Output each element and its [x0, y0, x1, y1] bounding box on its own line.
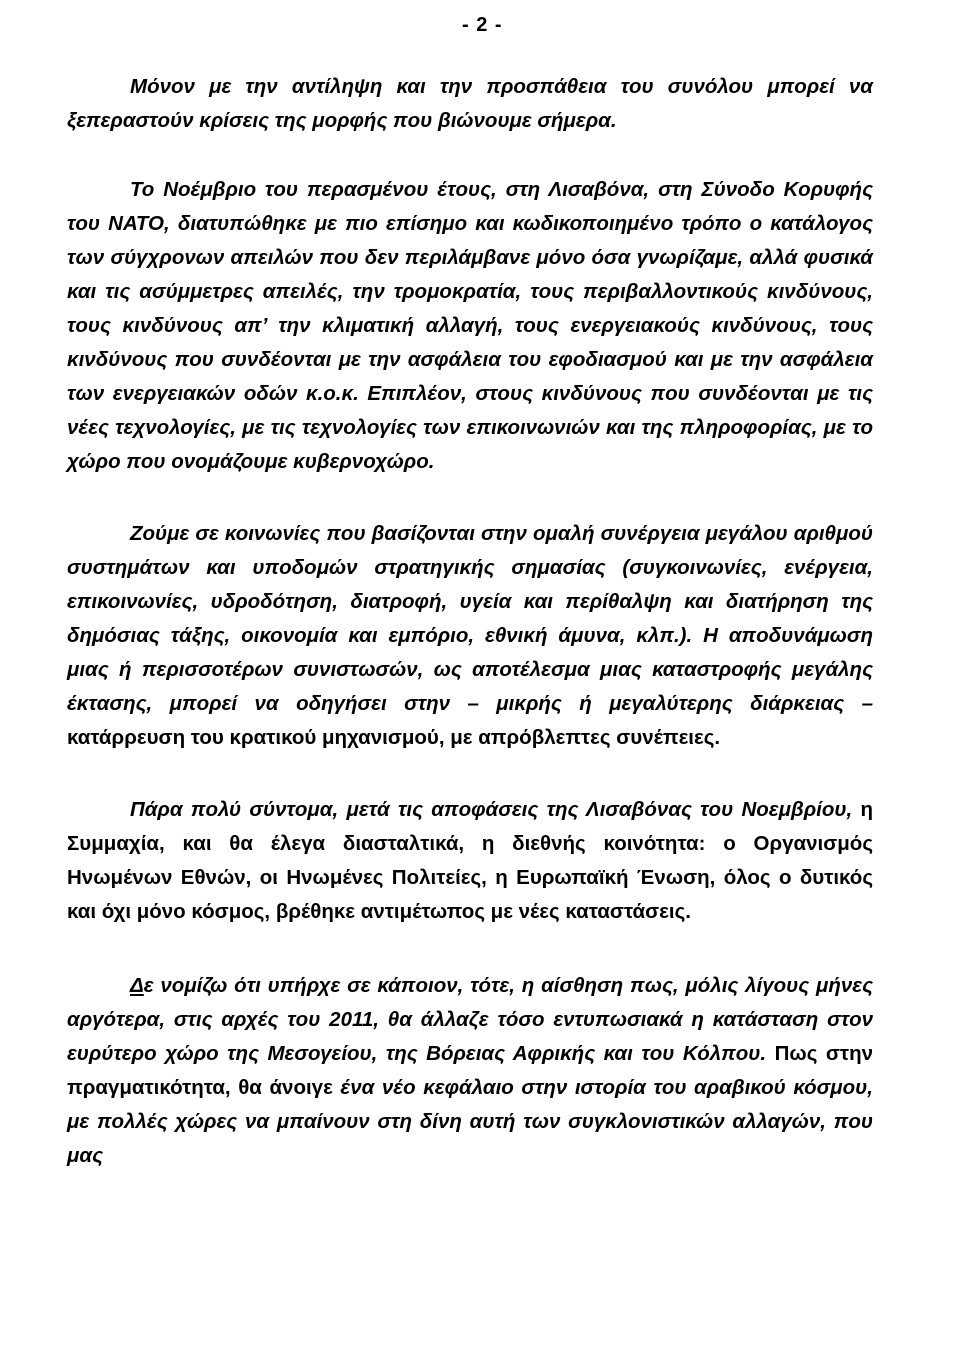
paragraph-5-italic-text: ε νομίζω ότι υπήρχε σε κάποιον, τότε, η αίσθηση πως, μόλις λίγους μήνες αργότερα, στις αρχές του 2011, θα άλλαζε τόσο εντυπωσιακά η κατάσταση στον ευρύτερο χώρο της Μεσογείου, της Βόρειας Αφρικής και του Κόλπου.	[67, 974, 873, 1065]
page-number: - 2 -	[462, 14, 503, 36]
paragraph-3-normal-text: κατάρρευση του κρατικού μηχανισμού, με απρόβλεπτες συνέπειες.	[67, 726, 721, 749]
document-body	[67, 70, 873, 1173]
paragraph-2-text: Το Νοέμβριο του περασμένου έτους, στη Λισαβόνα, στη Σύνοδο Κορυφής του ΝΑΤΟ, διατυπώθηκε με πιο επίσημο και κωδικοποιημένο τρόπο ο κατάλογος των σύγχρονων απειλών που δεν περιλάμβανε μόνο όσα γνωρίζαμε, αλλά φυσικά και τις ασύμμετρες απειλές, την τρομοκρατία, τους περιβαλλοντικούς κινδύνους, τους κινδύνους απ’ την κλιματική αλλαγή, τους ενεργειακούς κινδύνους, τους κινδύνους που συνδέονται με την ασφάλεια του εφοδιασμού και με την ασφάλεια των ενεργειακών οδών κ.ο.κ. Επιπλέον, στους κινδύνους που συνδέονται με τις νέες τεχνολογίες, με τις τεχνολογίες των επικοινωνιών και της πληροφορίας, με το χώρο που ονομάζουμε κυβερνοχώρο.	[67, 178, 873, 473]
paragraph-1-text: Μόνον με την αντίληψη και την προσπάθεια του συνόλου μπορεί να ξεπεραστούν κρίσεις της μορφής που βιώνουμε σήμερα.	[67, 75, 873, 132]
paragraph-5-drop-letter: Δ	[130, 974, 144, 997]
paragraph-4-normal-text: η Συμμαχία, και θα έλεγα διασταλτικά, η διεθνής κοινότητα: ο Οργανισμός Ηνωμένων Εθνών, οι Ηνωμένες Πολιτείες, η Ευρωπαϊκή Ένωση, όλος ο δυτικός και όχι μόνο κόσμος, βρέθηκε αντιμέτωπος με νέες καταστάσεις.	[67, 798, 873, 923]
paragraph-4-italic-text: Πάρα πολύ σύντομα, μετά τις αποφάσεις της Λισαβόνας του Νοεμβρίου,	[130, 798, 853, 821]
paragraph-5	[67, 969, 873, 1173]
paragraph-5-normal-text: Πως στην πραγματικότητα, θα άνοιγε	[67, 1042, 873, 1099]
paragraph-4	[67, 793, 873, 929]
paragraph-1	[67, 70, 873, 138]
paragraph-5-tail-text: ένα νέο κεφάλαιο στην ιστορία του αραβικού κόσμου, με πολλές χώρες να μπαίνουν στη δίνη αυτή των συγκλονιστικών αλλαγών, που μας	[67, 1076, 873, 1167]
paragraph-2	[67, 173, 873, 479]
paragraph-3	[67, 517, 873, 755]
paragraph-3-italic-text: Ζούμε σε κοινωνίες που βασίζονται στην ομαλή συνέργεια μεγάλου αριθμού συστημάτων και υποδομών στρατηγικής σημασίας (συγκοινωνίες, ενέργεια, επικοινωνίες, υδροδότηση, διατροφή, υγεία και περίθαλψη και διατήρηση της δημόσιας τάξης, οικονομία και εμπόριο, εθνική άμυνα, κλπ.). Η αποδυνάμωση μιας ή περισσοτέρων συνιστωσών, ως αποτέλεσμα μιας καταστροφής μεγάλης έκτασης, μπορεί να οδηγήσει στην – μικρής ή μεγαλύτερης διάρκειας –	[67, 522, 873, 715]
